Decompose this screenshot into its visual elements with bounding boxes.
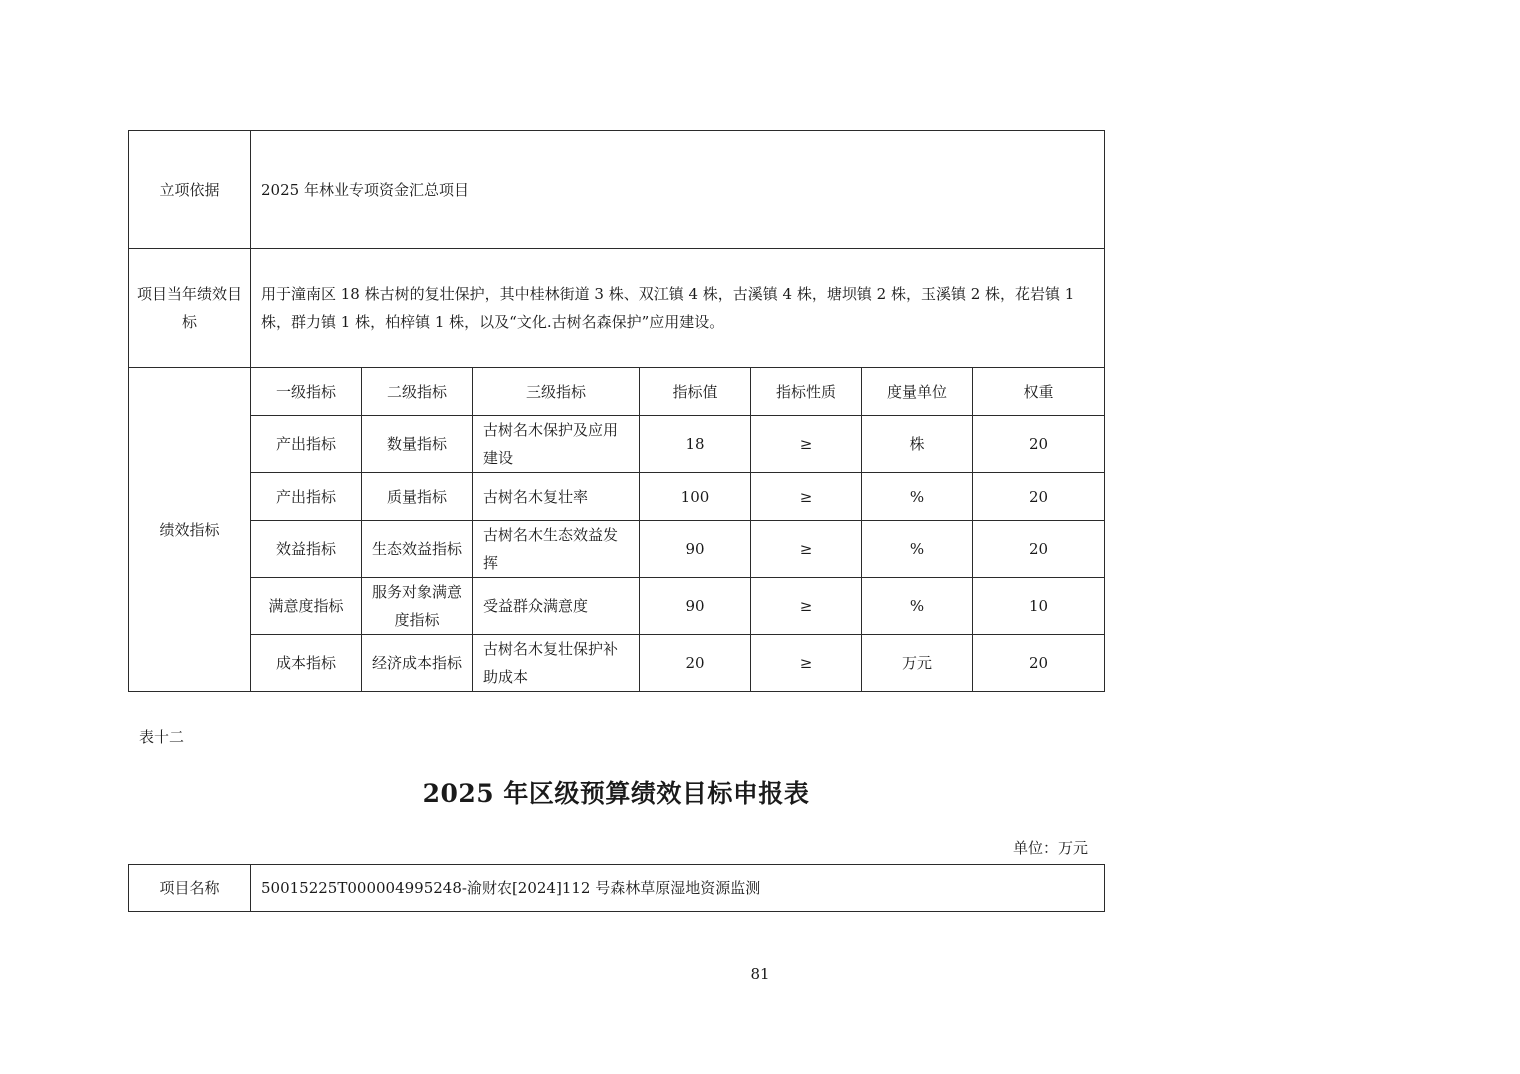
row-value: 20 <box>640 635 751 692</box>
table-row <box>129 416 1105 473</box>
row-level2: 生态效益指标 <box>362 521 473 578</box>
row-level2: 数量指标 <box>362 416 473 473</box>
indicator-label: 绩效指标 <box>129 368 251 692</box>
header-value: 指标值 <box>640 368 751 416</box>
header-level3: 三级指标 <box>473 368 640 416</box>
basis-label: 立项依据 <box>129 131 251 249</box>
unit-note: 单位：万元 <box>1013 839 1089 857</box>
project-name-row <box>129 865 1105 912</box>
row-level3: 受益群众满意度 <box>473 578 640 635</box>
row-level1: 产出指标 <box>251 416 362 473</box>
row-unit: 株 <box>862 416 973 473</box>
row-value: 18 <box>640 416 751 473</box>
header-nature: 指标性质 <box>751 368 862 416</box>
row-level3: 古树名木保护及应用建设 <box>473 416 640 473</box>
row-level3: 古树名木生态效益发挥 <box>473 521 640 578</box>
row-level1: 产出指标 <box>251 473 362 521</box>
indicator-header-row <box>129 368 1105 416</box>
row-nature: ≥ <box>751 578 862 635</box>
header-unit: 度量单位 <box>862 368 973 416</box>
table-row <box>129 473 1105 521</box>
row-weight: 20 <box>973 521 1105 578</box>
row-unit: % <box>862 521 973 578</box>
row-weight: 20 <box>973 635 1105 692</box>
row-level1: 效益指标 <box>251 521 362 578</box>
row-level3: 古树名木复壮率 <box>473 473 640 521</box>
project-name-label: 项目名称 <box>129 865 251 912</box>
row-nature: ≥ <box>751 521 862 578</box>
row-level2: 服务对象满意度指标 <box>362 578 473 635</box>
row-nature: ≥ <box>751 635 862 692</box>
row-weight: 10 <box>973 578 1105 635</box>
page-number: 81 <box>750 965 770 983</box>
page-title: 2025 年区级预算绩效目标申报表 <box>422 779 810 808</box>
table-row <box>129 635 1105 692</box>
basis-value: 2025 年林业专项资金汇总项目 <box>251 131 1105 249</box>
row-level1: 满意度指标 <box>251 578 362 635</box>
row-level2: 质量指标 <box>362 473 473 521</box>
table-row <box>129 578 1105 635</box>
header-level1: 一级指标 <box>251 368 362 416</box>
row-level3: 古树名木复壮保护补助成本 <box>473 635 640 692</box>
basis-row <box>129 131 1105 249</box>
project-name-table <box>128 864 1105 912</box>
goal-value: 用于潼南区 18 株古树的复壮保护，其中桂林街道 3 株、双江镇 4 株，古溪镇 4 株，塘坝镇 2 株，玉溪镇 2 株，花岩镇 1 株，群力镇 1 株，柏梓镇 1 株，以及“文化.古树名森保护”应用建设。 <box>251 249 1105 368</box>
row-unit: % <box>862 473 973 521</box>
table-row <box>129 521 1105 578</box>
row-unit: 万元 <box>862 635 973 692</box>
row-value: 100 <box>640 473 751 521</box>
row-value: 90 <box>640 578 751 635</box>
row-weight: 20 <box>973 473 1105 521</box>
row-weight: 20 <box>973 416 1105 473</box>
project-name-value: 50015225T000004995248-渝财农[2024]112 号森林草原湿地资源监测 <box>251 865 1105 912</box>
table-caption: 表十二 <box>139 728 185 746</box>
header-level2: 二级指标 <box>362 368 473 416</box>
row-nature: ≥ <box>751 416 862 473</box>
goal-label: 项目当年绩效目标 <box>129 249 251 368</box>
row-nature: ≥ <box>751 473 862 521</box>
row-value: 90 <box>640 521 751 578</box>
performance-table <box>128 130 1105 692</box>
header-weight: 权重 <box>973 368 1105 416</box>
goal-row <box>129 249 1105 368</box>
row-level2: 经济成本指标 <box>362 635 473 692</box>
row-level1: 成本指标 <box>251 635 362 692</box>
row-unit: % <box>862 578 973 635</box>
